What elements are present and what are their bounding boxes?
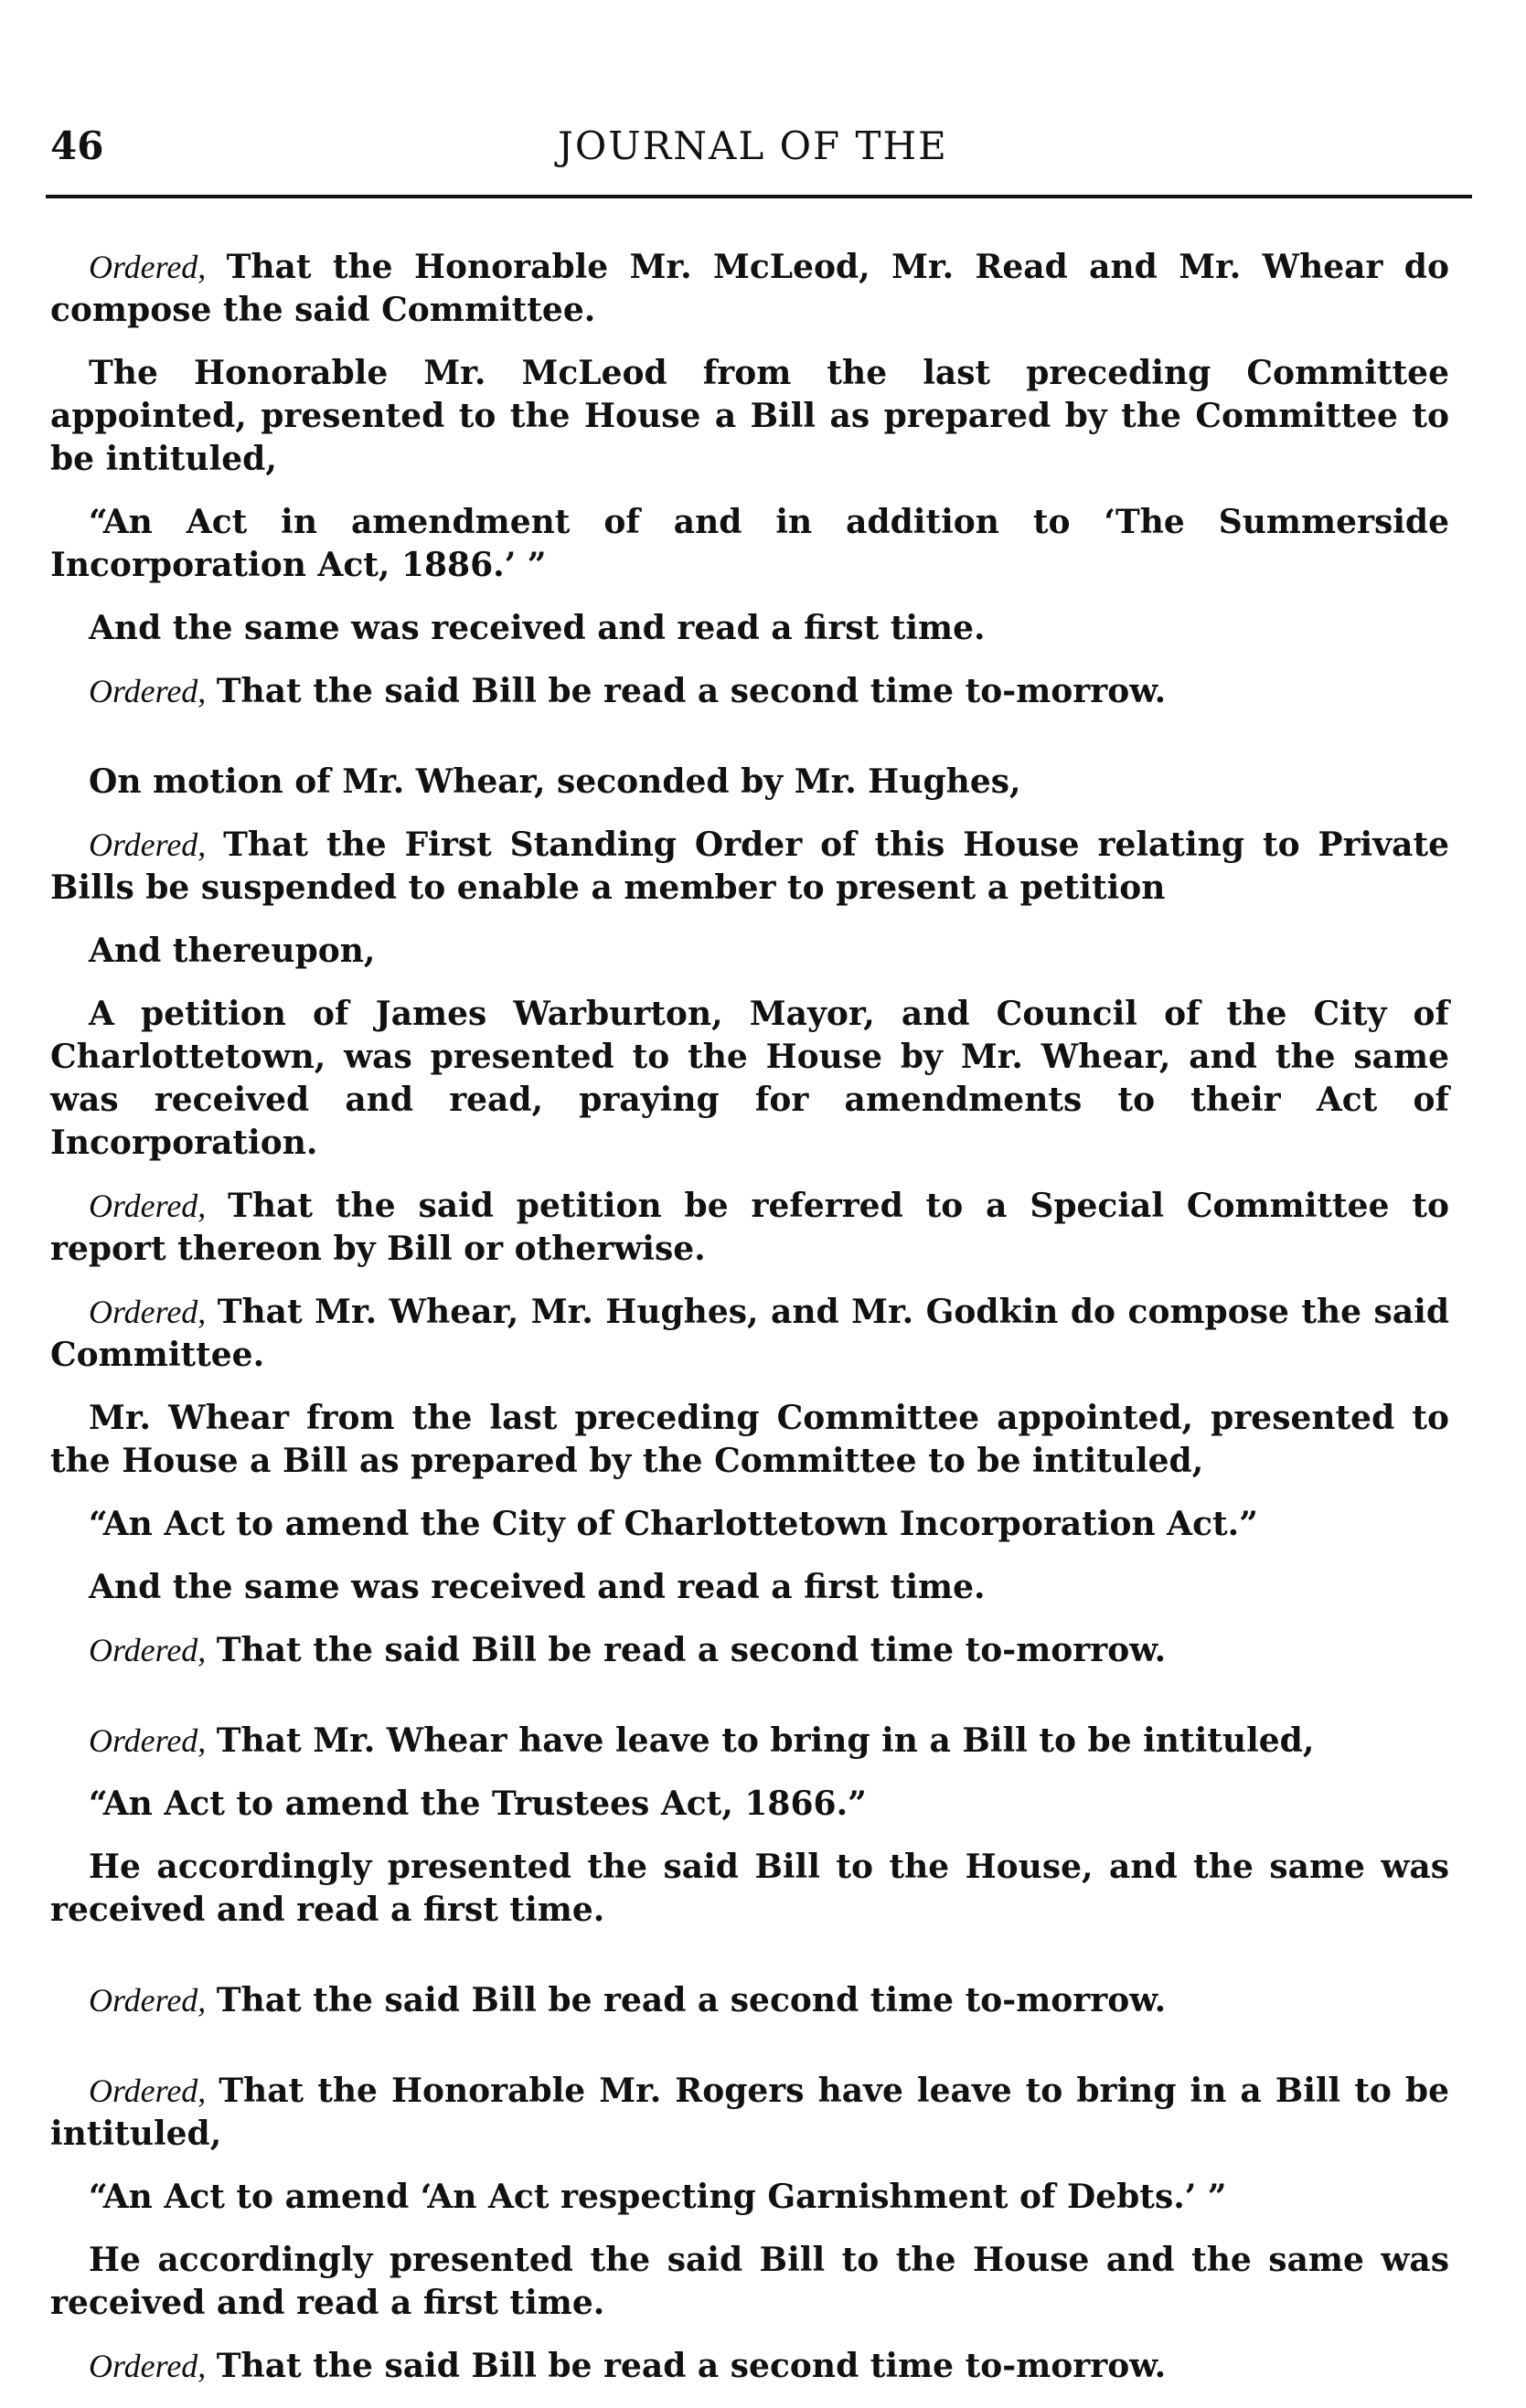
paragraph-text: “An Act to amend the Trustees Act, 1866.”: [89, 1785, 867, 1823]
paragraph-text: He accordingly presented the said Bill to the House and the same was received and read a first time.: [50, 2241, 1449, 2322]
paragraph-text: That the Honorable Mr. McLeod, Mr. Read and Mr. Whear do compose the said Committee.: [50, 248, 1449, 329]
ordered-label: Ordered,: [89, 826, 207, 863]
paragraph: [50, 1846, 1449, 1932]
paragraph: [50, 246, 1449, 332]
journal-page: [50, 105, 1449, 2408]
paragraph: [50, 607, 1449, 650]
paragraph: [50, 352, 1449, 481]
paragraph-text: That the said petition be referred to a Special Committee to report thereon by Bill or otherwise.: [50, 1187, 1449, 1268]
bill-title: [50, 501, 1449, 587]
page-number: 46: [50, 123, 104, 168]
paragraph: [50, 930, 1449, 973]
ordered-label: Ordered,: [89, 1982, 207, 2019]
paragraph: [50, 1629, 1449, 1672]
paragraph-text: That the said Bill be read a second time to-morrow.: [216, 672, 1167, 710]
ordered-label: Ordered,: [89, 1632, 207, 1668]
ordered-label: Ordered,: [89, 2072, 207, 2109]
paragraph-text: That the said Bill be read a second time to-morrow.: [216, 1981, 1167, 2019]
paragraph-text: That the First Standing Order of this House relating to Private Bills be suspended to enable a member to present a petition: [50, 826, 1449, 907]
paragraph-text: And thereupon,: [89, 932, 376, 970]
paragraph-text: That the Honorable Mr. Rogers have leave to bring in a Bill to be intituled,: [50, 2072, 1450, 2153]
ordered-label: Ordered,: [89, 1188, 207, 1224]
paragraph: [50, 1979, 1449, 2022]
ordered-label: Ordered,: [89, 1294, 207, 1330]
paragraph-text: “An Act in amendment of and in addition to ‘The Summerside Incorporation Act, 1886.’ ”: [50, 503, 1449, 584]
ordered-label: Ordered,: [89, 1722, 207, 1759]
paragraph: [50, 1566, 1449, 1609]
paragraph-text: A petition of James Warburton, Mayor, and Council of the City of Charlottetown, was presented to the House by Mr. Whear, and the same was received and read, praying for amendments to their Act of Incorporation.: [50, 995, 1449, 1162]
paragraph: [50, 670, 1449, 713]
paragraph: [50, 824, 1449, 910]
paragraph-text: That the said Bill be read a second time to-morrow.: [216, 2347, 1167, 2385]
paragraph-text: The Honorable Mr. McLeod from the last preceding Committee appointed, presented to the House a Bill as prepared by the Committee to be intituled,: [50, 354, 1449, 478]
paragraph-text: “An Act to amend the City of Charlottetown Incorporation Act.”: [89, 1505, 1258, 1543]
paragraph: [50, 761, 1449, 804]
paragraph: [50, 993, 1449, 1165]
bill-title: [50, 1503, 1449, 1546]
paragraph: [50, 1291, 1449, 1377]
paragraph-text: He accordingly presented the said Bill to the House, and the same was received and read a first time.: [50, 1848, 1449, 1929]
header-rule: [46, 195, 1472, 198]
paragraph: [50, 2345, 1449, 2388]
journal-entries: [50, 246, 1449, 2388]
paragraph-text: That Mr. Whear have leave to bring in a Bill to be intituled,: [216, 1721, 1315, 1760]
bill-title: [50, 2176, 1449, 2219]
ordered-label: Ordered,: [89, 249, 207, 285]
paragraph-text: That the said Bill be read a second time to-morrow.: [216, 1631, 1167, 1669]
bill-title: [50, 1783, 1449, 1826]
ordered-label: Ordered,: [89, 2348, 207, 2384]
paragraph-text: Mr. Whear from the last preceding Committee appointed, presented to the House a Bill as prepared by the Committee to be intituled,: [50, 1399, 1449, 1480]
paragraph: [50, 2239, 1449, 2325]
paragraph: [50, 1185, 1449, 1271]
paragraph-text: On motion of Mr. Whear, seconded by Mr. Hughes,: [89, 762, 1021, 801]
running-head: JOURNAL OF THE: [558, 123, 948, 168]
paragraph: [50, 1720, 1449, 1763]
paragraph-text: And the same was received and read a first time.: [89, 609, 986, 647]
page-header: [50, 105, 1449, 169]
paragraph-text: And the same was received and read a first time.: [89, 1568, 986, 1606]
paragraph: [50, 1397, 1449, 1483]
ordered-label: Ordered,: [89, 673, 207, 709]
paragraph: [50, 2070, 1449, 2156]
paragraph-text: “An Act to amend ‘An Act respecting Garnishment of Debts.’ ”: [89, 2178, 1227, 2216]
paragraph-text: That Mr. Whear, Mr. Hughes, and Mr. Godkin do compose the said Committee.: [50, 1293, 1449, 1374]
